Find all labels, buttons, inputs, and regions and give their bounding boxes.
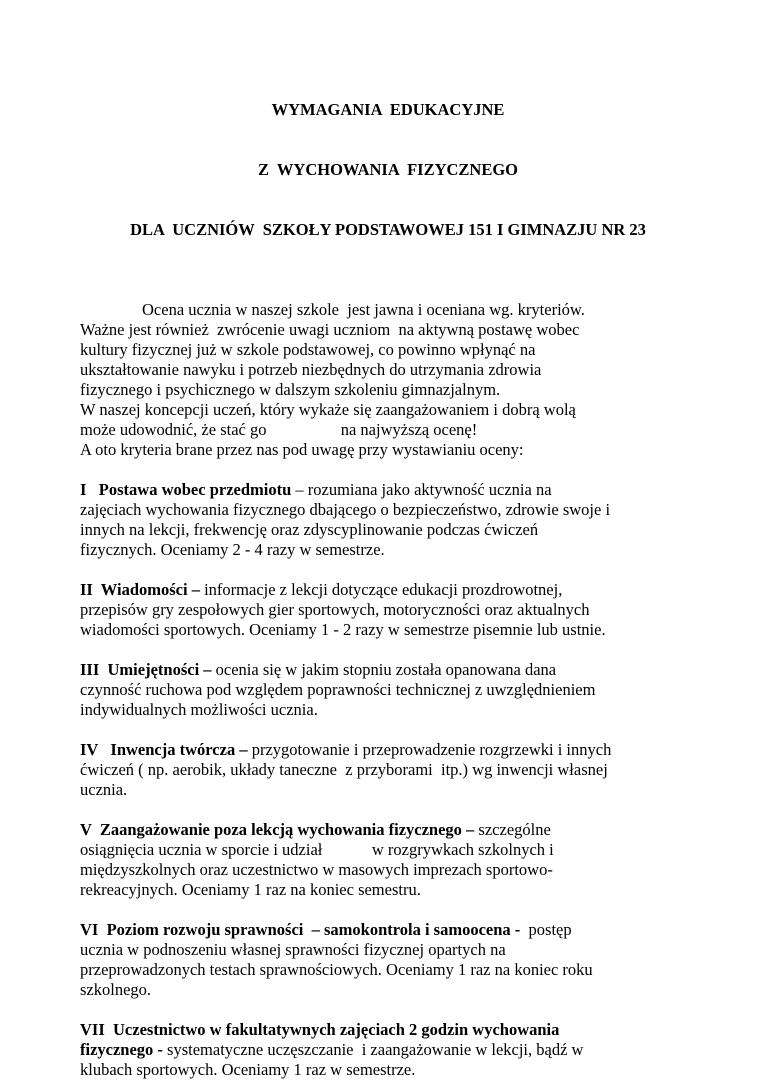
section-line: ucznia w podnoszeniu własnej sprawności fizycznej opartych na: [80, 940, 506, 959]
section-first-line: [80, 740, 696, 760]
section-heading: III Umiejętności –: [80, 660, 212, 679]
intro-paragraph: [80, 300, 696, 460]
section-text: postęp: [520, 920, 572, 939]
title-line-3: DLA UCZNIÓW SZKOŁY PODSTAWOWEJ 151 I GIMNAZJU NR 23: [130, 220, 646, 239]
intro-line: A oto kryteria brane przez nas pod uwagę przy wystawianiu oceny:: [80, 440, 524, 459]
intro-line: kultury fizycznej już w szkole podstawowej, co powinno wpłynąć na: [80, 340, 536, 359]
document-title: [80, 60, 696, 280]
section-heading: VII Uczestnictwo w fakultatywnych zajęciach 2 godzin wychowania: [80, 1020, 560, 1039]
section-line: zajęciach wychowania fizycznego dbającego o bezpieczeństwo, zdrowie swoje i: [80, 500, 611, 519]
intro-line: może udowodnić, że stać go na najwyższą ocenę!: [80, 420, 478, 439]
section-heading: IV Inwencja twórcza –: [80, 740, 248, 759]
intro-line: ukształtowanie nawyku i potrzeb niezbędnych do utrzymania zdrowia: [80, 360, 542, 379]
section-text: ocenia się w jakim stopniu została opanowana dana: [211, 660, 557, 679]
section-text: systematyczne uczęszczanie i zaangażowanie w lekcji, bądź w: [162, 1040, 584, 1059]
section-first-line: [80, 480, 696, 500]
criterion-section-7: [80, 1020, 696, 1080]
section-line: międzyszkolnych oraz uczestnictwo w masowych imprezach sportowo-: [80, 860, 553, 879]
section-first-line: [80, 920, 696, 940]
section-heading: I Postawa wobec przedmiotu: [80, 480, 292, 499]
section-line: wiadomości sportowych. Oceniamy 1 - 2 razy w semestrze pisemnie lub ustnie.: [80, 620, 606, 639]
criterion-section-2: [80, 580, 696, 640]
section-heading-continued: fizycznego -: [80, 1040, 163, 1059]
title-line-2: Z WYCHOWANIA FIZYCZNEGO: [257, 160, 519, 179]
criterion-section-1: [80, 480, 696, 560]
section-second-line: [80, 1040, 696, 1060]
intro-line: W naszej koncepcji uczeń, który wykaże się zaangażowaniem i dobrą wolą: [80, 400, 576, 419]
section-heading: V Zaangażowanie poza lekcją wychowania fizycznego –: [80, 820, 475, 839]
section-line: klubach sportowych. Oceniamy 1 raz w semestrze.: [80, 1060, 416, 1079]
section-line: przepisów gry zespołowych gier sportowych, motoryczności oraz aktualnych: [80, 600, 590, 619]
section-first-line: [80, 660, 696, 680]
section-line: indywidualnych możliwości ucznia.: [80, 700, 318, 719]
section-first-line: [80, 580, 696, 600]
section-text: przygotowanie i przeprowadzenie rozgrzewki i innych: [247, 740, 612, 759]
section-line: ucznia.: [80, 780, 128, 799]
criterion-section-6: [80, 920, 696, 1000]
section-line: czynność ruchowa pod względem poprawności technicznej z uwzględnieniem: [80, 680, 596, 699]
section-text: informacje z lekcji dotyczące edukacji prozdrowotnej,: [199, 580, 563, 599]
criterion-section-4: [80, 740, 696, 800]
intro-line: fizycznego i psychicznego w dalszym szkoleniu gimnazjalnym.: [80, 380, 501, 399]
section-line: przeprowadzonych testach sprawnościowych. Oceniamy 1 raz na koniec roku: [80, 960, 593, 979]
title-line-1: WYMAGANIA EDUKACYJNE: [271, 100, 505, 119]
intro-line: Ocena ucznia w naszej szkole jest jawna i oceniana wg. kryteriów.: [142, 300, 585, 319]
criterion-section-5: [80, 820, 696, 900]
section-heading: VI Poziom rozwoju sprawności – samokontrola i samoocena -: [80, 920, 521, 939]
section-text: szczególne: [474, 820, 551, 839]
section-text: – rozumiana jako aktywność ucznia na: [291, 480, 552, 499]
section-line: ćwiczeń ( np. aerobik, układy taneczne z przyborami itp.) wg inwencji własnej: [80, 760, 608, 779]
criterion-section-3: [80, 660, 696, 720]
intro-line: Ważne jest również zwrócenie uwagi uczniom na aktywną postawę wobec: [80, 320, 580, 339]
section-line: fizycznych. Oceniamy 2 - 4 razy w semestrze.: [80, 540, 385, 559]
section-line: szkolnego.: [80, 980, 152, 999]
section-heading: II Wiadomości –: [80, 580, 200, 599]
section-line: osiągnięcia ucznia w sporcie i udział w rozgrywkach szkolnych i: [80, 840, 554, 859]
section-line: innych na lekcji, frekwencję oraz zdyscyplinowanie podczas ćwiczeń: [80, 520, 539, 539]
section-line: rekreacyjnych. Oceniamy 1 raz na koniec semestru.: [80, 880, 421, 899]
section-first-line: [80, 820, 696, 840]
